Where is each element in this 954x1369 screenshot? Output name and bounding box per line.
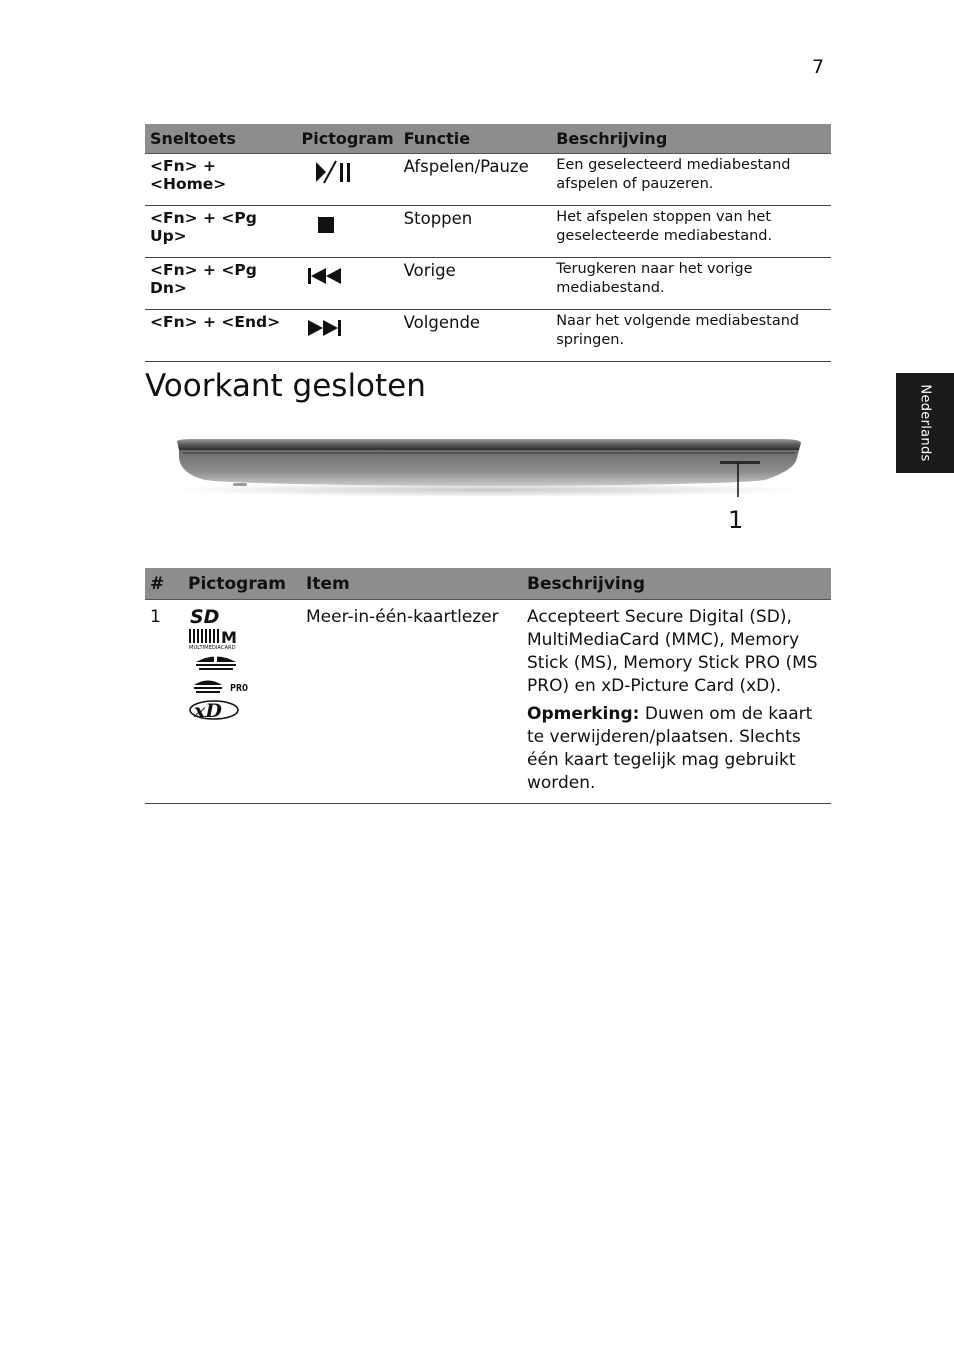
svg-text:SD: SD	[190, 606, 220, 626]
hotkey-cell: <Fn> + <Pg Up>	[145, 206, 297, 258]
language-tab-label: Nederlands	[917, 384, 933, 462]
table-row	[145, 154, 831, 206]
section-title: Voorkant gesloten	[145, 368, 426, 404]
card-reader-logos	[183, 600, 301, 804]
previous-icon	[297, 258, 399, 310]
header-number: #	[145, 568, 183, 600]
table-row	[145, 258, 831, 310]
svg-text:PRO: PRO	[230, 683, 249, 694]
svg-text:MULTIMEDIACARD: MULTIMEDIACARD	[189, 645, 236, 650]
items-table	[145, 568, 831, 804]
hotkey-cell: <Fn> + <Home>	[145, 154, 297, 206]
function-cell: Afspelen/Pauze	[399, 154, 552, 206]
hotkeys-header-row	[145, 124, 831, 154]
items-header-row	[145, 568, 831, 600]
description-cell: Terugkeren naar het vorige mediabestand.	[551, 258, 831, 310]
function-cell: Stoppen	[399, 206, 552, 258]
header-pictogram: Pictogram	[183, 568, 301, 600]
next-icon	[297, 310, 399, 362]
header-beschrijving: Beschrijving	[551, 124, 831, 154]
note-text: Duwen om de kaart te verwijderen/plaatsen. Slechts één kaart tegelijk mag gebruikt worden.	[527, 704, 813, 793]
header-item: Item	[301, 568, 522, 600]
language-tab	[896, 373, 954, 473]
hotkey-cell: <Fn> + <End>	[145, 310, 297, 362]
svg-text:xD: xD	[194, 700, 222, 722]
multimediacard-icon	[188, 628, 248, 650]
note	[527, 703, 826, 795]
stop-icon	[297, 206, 399, 258]
header-sneltoets: Sneltoets	[145, 124, 297, 154]
laptop-front-closed-image	[165, 430, 815, 509]
sd-card-icon	[188, 606, 248, 626]
description-cell: Een geselecteerd mediabestand afspelen of pauzeren.	[551, 154, 831, 206]
memory-stick-pro-icon	[188, 676, 258, 696]
header-functie: Functie	[399, 124, 552, 154]
table-row	[145, 206, 831, 258]
item-description	[522, 600, 831, 804]
table-row	[145, 310, 831, 362]
page-number: 7	[812, 56, 825, 78]
header-beschrijving: Beschrijving	[522, 568, 831, 600]
header-pictogram: Pictogram	[297, 124, 399, 154]
table-row	[145, 600, 831, 804]
description-cell: Het afspelen stoppen van het geselecteerde mediabestand.	[551, 206, 831, 258]
play-pause-icon	[297, 154, 399, 206]
memory-stick-icon	[188, 652, 248, 674]
row-number: 1	[145, 600, 183, 804]
hotkey-cell: <Fn> + <Pg Dn>	[145, 258, 297, 310]
item-name: Meer-in-één-kaartlezer	[301, 600, 522, 804]
description-text: Accepteert Secure Digital (SD), MultiMediaCard (MMC), Memory Stick (MS), Memory Stick PRO (MS PRO) en xD-Picture Card (xD).	[527, 607, 818, 696]
hotkeys-table	[145, 124, 831, 362]
function-cell: Volgende	[399, 310, 552, 362]
xd-card-icon	[188, 698, 248, 722]
callout-number: 1	[728, 506, 744, 534]
description-cell: Naar het volgende mediabestand springen.	[551, 310, 831, 362]
svg-text:M: M	[221, 628, 237, 647]
function-cell: Vorige	[399, 258, 552, 310]
note-label: Opmerking:	[527, 704, 640, 724]
